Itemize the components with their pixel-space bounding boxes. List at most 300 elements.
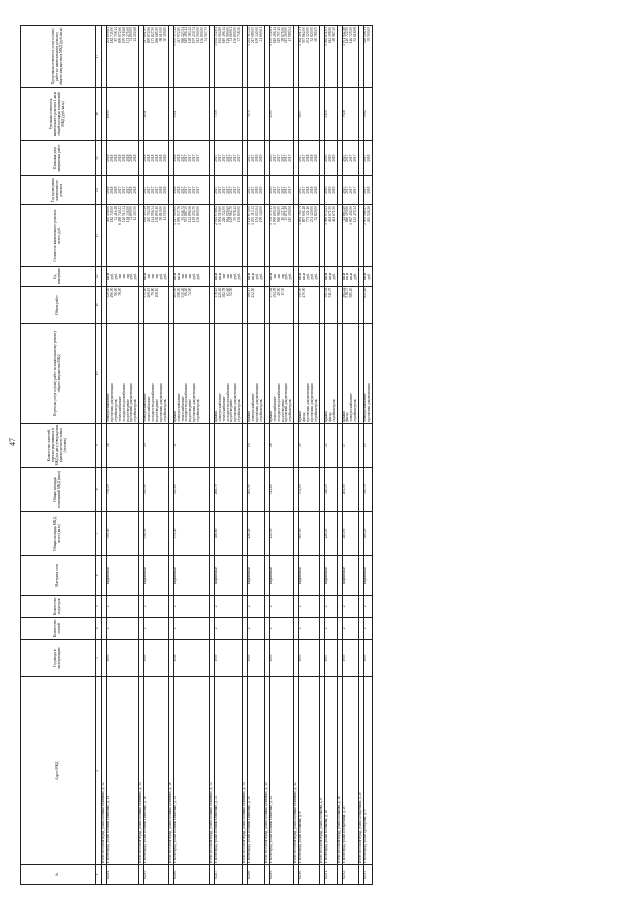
column-number: 3 — [96, 639, 102, 677]
capital-repair-table — [20, 25, 373, 885]
residents — [214, 423, 242, 467]
volumes-line: 518,37 — [345, 287, 350, 298]
column-header: Предельная стоимость услуг и (или) работ по капитальному ремонту общего имущества в МКД (руб./кв.м) — [21, 26, 96, 88]
costs — [324, 204, 337, 266]
column-header: Год ввода в эксплуатацию — [21, 639, 96, 677]
limit-cost-line: 195 518,68 — [121, 27, 126, 44]
wall-material: кирпичные — [214, 556, 242, 596]
area-rooms: 345,80 — [173, 467, 209, 511]
column-header: Материал стен — [21, 556, 96, 596]
units-line: кв.м — [172, 272, 177, 280]
row-number: 64.84. — [107, 865, 139, 885]
repair-years — [269, 176, 293, 205]
volumes — [342, 286, 359, 324]
completion-dates-line: 2018 — [306, 154, 311, 162]
year-built: 1955 — [364, 639, 373, 677]
area-rooms: 378,20 — [107, 467, 139, 511]
limit-cost — [269, 26, 293, 88]
table-row — [299, 26, 320, 885]
completion-dates-line: 2018 — [121, 154, 126, 162]
units-line: руб. — [158, 273, 163, 280]
costs-line: 560 982,05 — [276, 205, 281, 223]
completion-dates-line: 2017 — [341, 154, 346, 162]
volumes-line: 469,67 — [147, 287, 152, 298]
costs-line: 1 253 313,32 — [251, 205, 256, 225]
works — [324, 324, 337, 423]
table-row — [107, 26, 139, 885]
works-line: электроснабжение — [363, 393, 368, 422]
limit-cost — [173, 26, 209, 88]
table-row — [214, 26, 242, 885]
works-line: крыша — [213, 411, 218, 422]
residents: 17 — [342, 423, 359, 467]
costs-line: 1 120 675,00 — [247, 205, 252, 225]
address: г. Волгоград, ул.им Полины Осипенко, д. 14 — [107, 677, 139, 865]
repair-years-line: 2017 — [151, 186, 156, 194]
repair-years-line: 2019 — [331, 186, 336, 194]
limit-cost-line: 47 989,54 — [288, 27, 293, 42]
volumes — [269, 286, 293, 324]
row-number: 64.91. — [324, 865, 337, 885]
column-header: Количество жителей, зарегистрированных в МКД на дату утверждения краткосрочного плана (человек) — [21, 423, 96, 467]
completion-dates-line: 2017 — [251, 154, 256, 162]
units-line: кв.м — [268, 272, 273, 280]
completion-dates-line: 2019 — [258, 154, 263, 162]
costs — [299, 204, 320, 266]
units-line: кв.м — [143, 272, 148, 280]
costs-line: 93 978,42 — [233, 205, 238, 221]
limit-cost-line: 112 500,00 — [196, 27, 201, 44]
limit-cost-line: 699 872,66 — [117, 27, 122, 44]
costs-line: 2 003 566,47 — [363, 205, 368, 225]
column-number: 17 — [96, 26, 102, 88]
repair-years-line: 2019 — [258, 186, 263, 194]
residents: 31 — [173, 423, 209, 467]
column-number: 12 — [96, 266, 102, 286]
subtotal-label: Итого по г.Волгоград, ул.им Полины Осипенко, д. 40 — [264, 677, 269, 865]
volumes-line: 585,20 — [349, 287, 354, 298]
works-line: фасад — [345, 412, 350, 422]
limit-cost-line: 197 430,74 — [192, 27, 197, 44]
residents: 22 — [324, 423, 337, 467]
volumes-line: 390,00 — [298, 287, 303, 298]
unit-cost: 7092 — [364, 87, 373, 140]
volumes-line: 108,10 — [154, 287, 159, 298]
costs-line: 93 046,72 — [180, 205, 185, 221]
repair-years-line: 2018 — [309, 186, 314, 194]
subtotal-label: Итого по г.Волгоград, ул.им Поскребина, д. 20 — [359, 677, 364, 865]
volumes-line: 96,00 — [113, 287, 118, 296]
limit-cost-line: 1 195 332,61 — [268, 27, 273, 46]
units-line: пм — [184, 274, 189, 279]
year-built: 1959 — [299, 639, 320, 677]
volumes-line: 382,78 — [221, 287, 226, 298]
column-header: Плановая дата завершения работ — [21, 140, 96, 175]
area-total: 426,20 — [324, 511, 337, 555]
unit-cost: 5150 — [324, 87, 337, 140]
repair-years-line: 2017 — [154, 186, 159, 194]
works-line: водоотведение — [125, 399, 130, 422]
volumes — [144, 286, 168, 324]
repair-years-line: 2018 — [106, 186, 110, 194]
works-line: стройконтроль — [113, 398, 118, 422]
costs-line: 184 453,49 — [143, 205, 148, 223]
completion-dates-line: 2017 — [188, 154, 193, 162]
limit-cost-line: 146 725,00 — [349, 27, 354, 44]
costs-line: 182 745,00 — [109, 205, 114, 223]
limit-cost-line: 30 109,85 — [162, 27, 167, 42]
subtotal-label: Итого по г.Волгоград, ул.им Полины Осипенко, д. 42 — [294, 677, 299, 865]
units — [364, 266, 373, 286]
units — [173, 266, 209, 286]
completion-dates-line: 2017 — [272, 154, 277, 162]
repair-years — [342, 176, 359, 205]
row-number: 64.92. — [342, 865, 359, 885]
area-total: 389,20 — [364, 511, 373, 555]
column-number: 14 — [96, 176, 102, 205]
units-line: пм — [147, 274, 152, 279]
unit-cost: 7928 — [342, 87, 359, 140]
repair-years-line: 2018 — [158, 186, 163, 194]
volumes-line: 63,60 — [225, 287, 230, 296]
year-built: 1959 — [214, 639, 242, 677]
costs-line: 461 671,50 — [331, 205, 336, 223]
limit-cost-line: 39 500,00 — [367, 27, 372, 42]
costs-line: 129 252,70 — [192, 205, 197, 223]
units — [107, 266, 139, 286]
units-line: руб. — [367, 273, 372, 280]
column-header: Перечень услуг и (или) работ по капитальному ремонту общего имущества МКД — [21, 324, 96, 423]
units-line: кв.м — [341, 272, 346, 280]
year-built: 1959 — [248, 639, 265, 677]
limit-cost — [299, 26, 320, 88]
works-line: теплоснабжение — [221, 396, 226, 422]
limit-cost-line: 173 827,50 — [151, 27, 156, 44]
area-total: 571,40 — [173, 511, 209, 555]
wall-material: кирпичные — [107, 556, 139, 596]
completion-dates-line: 2018 — [154, 154, 159, 162]
limit-cost-line: 53 618,08 — [353, 27, 358, 42]
volumes-line: 49,50 — [276, 287, 281, 296]
unit-cost: 5657 — [299, 87, 320, 140]
limit-cost-line: 699 872,66 — [147, 27, 152, 44]
repair-years-line: 2017 — [221, 186, 226, 194]
column-number: 10 — [96, 324, 102, 423]
limit-cost-line: 87 708,14 — [113, 27, 118, 42]
repair-years-line: 2017 — [192, 186, 197, 194]
completion-dates — [342, 140, 359, 175]
limit-cost-line: 1 362 491,31 — [298, 27, 303, 46]
entrances: 2 — [324, 595, 337, 617]
completion-dates-line: 2017 — [345, 154, 350, 162]
works-line: водоотведение — [229, 399, 234, 422]
units-line: кв.м — [298, 272, 303, 280]
floors: 2 — [364, 617, 373, 639]
completion-dates-line: 2019 — [323, 154, 328, 162]
works-line: водоотведение — [280, 399, 285, 422]
completion-dates-line: 2017 — [217, 154, 222, 162]
completion-dates — [144, 140, 168, 175]
limit-cost-line: 99 875,00 — [280, 27, 285, 42]
works-line: крыша — [323, 411, 328, 422]
units-line: руб. — [233, 273, 238, 280]
column-number: 13 — [96, 204, 102, 266]
volumes-line: 74,00 — [188, 287, 193, 296]
address: г. Волгоград, ул.им Полины Осипенко, д. 42 — [269, 677, 293, 865]
costs-line: 138 336,00 — [125, 205, 130, 223]
repair-years-line: 2018 — [172, 186, 177, 194]
address: г. Волгоград, ул.им Полины Осипенко, д. 40 — [248, 677, 265, 865]
limit-cost-line: 136 800,00 — [200, 27, 205, 44]
works — [342, 324, 359, 423]
limit-cost-line: 171 275,00 — [125, 27, 130, 44]
repair-years-line: 2019 — [268, 186, 273, 194]
repair-years-line: 2017 — [188, 186, 193, 194]
repair-years — [324, 176, 337, 205]
limit-cost-line: 266 685,50 — [154, 27, 159, 44]
units-line: пм — [188, 274, 193, 279]
volumes — [107, 286, 139, 324]
costs — [107, 204, 139, 266]
area-total: 426,40 — [248, 511, 265, 555]
units-line: пм — [229, 274, 234, 279]
volumes — [324, 286, 337, 324]
costs-line: 12 103,50 — [133, 205, 138, 221]
works-line: стройконтроль — [288, 398, 293, 422]
limit-cost-line: 140 722,50 — [345, 27, 350, 44]
column-number: 7 — [96, 511, 102, 555]
repair-years-line: 2018 — [313, 186, 318, 194]
volumes — [364, 286, 373, 324]
year-built: 1955 — [342, 639, 359, 677]
volumes-line: 17,30 — [280, 287, 285, 296]
unit-cost: 19097 — [107, 87, 139, 140]
costs — [269, 204, 293, 266]
volumes — [173, 286, 209, 324]
row-number: 64.88. — [248, 865, 265, 885]
completion-dates-line: 2017 — [233, 154, 238, 162]
limit-cost — [364, 26, 373, 88]
subtotal-label: Итого по г.Волгоград, ул.им Полины Осипенко, д. 16 — [168, 677, 173, 865]
works — [269, 324, 293, 423]
units-line: кв.м — [247, 272, 252, 280]
works — [248, 324, 265, 423]
entrances: 2 — [214, 595, 242, 617]
works-line: стройконтроль — [313, 398, 318, 422]
costs-line: 263 526,26 — [367, 205, 372, 223]
works-line: проектная документация — [109, 383, 114, 422]
entrances: 2 — [144, 595, 168, 617]
units-line: кв.м — [176, 272, 181, 280]
units-line: руб. — [284, 273, 289, 280]
area-rooms: 310,70 — [364, 467, 373, 511]
units-line: пм — [280, 274, 285, 279]
repair-years-line: 2017 — [213, 186, 218, 194]
completion-dates-line: 2017 — [213, 154, 218, 162]
costs-line: 771 321,16 — [306, 205, 311, 223]
costs-line: 52 820,00 — [313, 205, 318, 221]
page-number: 47 — [8, 438, 17, 446]
table-row — [364, 26, 373, 885]
works-line: водоотведение — [154, 399, 159, 422]
units-line: руб. — [313, 273, 318, 280]
costs-line: 122 896,56 — [188, 205, 193, 223]
subtotal-label: Итого по г.Волгоград, ул.им Полины Осипенко, д. 32 — [209, 677, 214, 865]
limit-cost-line: 21 660,61 — [258, 27, 263, 42]
area-rooms: 268,70 — [214, 467, 242, 511]
costs-line: 129 962,70 — [229, 205, 234, 223]
costs-line: 154 023,04 — [255, 205, 259, 223]
completion-dates — [107, 140, 139, 175]
residents: 26 — [269, 423, 293, 467]
floors: 2 — [144, 617, 168, 639]
costs-line: 41 883,49 — [341, 205, 346, 221]
works-line: крыша — [298, 411, 303, 422]
repair-years-line: 2017 — [217, 186, 222, 194]
costs — [173, 204, 209, 266]
column-number: 6 — [96, 556, 102, 596]
table-row — [269, 26, 293, 885]
volumes-line: 470,00 — [302, 287, 307, 298]
table-row — [173, 26, 209, 885]
volumes-line: 425,40 — [217, 287, 222, 298]
header-row — [21, 26, 96, 885]
repair-years-line: 2017 — [180, 186, 185, 194]
completion-dates-line: 2018 — [309, 154, 314, 162]
subtotal-label: Итого по г.Волгоград, ул.им Полины Осипенко, д. 34 — [243, 677, 248, 865]
completion-dates-line: 2018 — [125, 154, 130, 162]
limit-cost-line: 1 253 313,32 — [247, 27, 252, 46]
completion-dates — [324, 140, 337, 175]
units-line: руб. — [288, 273, 293, 280]
repair-years-line: 2017 — [276, 186, 281, 194]
completion-dates-line: 2017 — [225, 154, 230, 162]
works-line: проектная документация — [284, 383, 289, 422]
units — [269, 266, 293, 286]
completion-dates-line: 2017 — [221, 154, 226, 162]
repair-years-line: 2019 — [327, 186, 332, 194]
units — [144, 266, 168, 286]
completion-dates-line: 2017 — [276, 154, 281, 162]
limit-cost-line: 34 567,73 — [203, 27, 208, 42]
completion-dates-line: 2017 — [184, 154, 189, 162]
completion-dates-line: 2018 — [147, 154, 152, 162]
repair-years-line: 2017 — [125, 186, 130, 194]
units — [324, 266, 337, 286]
repair-years-line: 2017 — [233, 186, 238, 194]
completion-dates-line: 2019 — [268, 154, 273, 162]
limit-cost-line: 119 797,45 — [276, 27, 281, 44]
works-line: крыша — [172, 411, 177, 422]
completion-dates-line: 2018 — [113, 154, 118, 162]
volumes — [299, 286, 320, 324]
works-line: фасад — [327, 412, 332, 422]
costs-line: 564 929,65 — [225, 205, 230, 223]
limit-cost-line: 162 064,89 — [217, 27, 222, 44]
works-line: теплоснабжение — [147, 396, 152, 422]
limit-cost-line: 98 610,00 — [158, 27, 163, 42]
completion-dates-line: 2017 — [237, 154, 242, 162]
works-line: стройконтроль — [162, 398, 167, 422]
repair-years-line: 2018 — [113, 186, 118, 194]
units-line: кв.м — [323, 272, 328, 280]
limit-cost-line: 1 070 373,12 — [172, 27, 177, 46]
costs — [248, 204, 265, 266]
completion-dates-line: 2017 — [353, 154, 358, 162]
area-total: 600,00 — [299, 511, 320, 555]
limit-cost-line: 217 691,97 — [143, 27, 148, 44]
column-header: Количество подъездов — [21, 595, 96, 617]
units-line: руб. — [162, 273, 167, 280]
repair-years-line: 2017 — [121, 186, 126, 194]
repair-years-line: 2018 — [367, 186, 372, 194]
repair-years-line: 2017 — [117, 186, 122, 194]
area-total: 529,40 — [107, 511, 139, 555]
limit-cost-line: 619 496,14 — [221, 27, 226, 44]
units — [342, 266, 359, 286]
repair-years-line: 2017 — [143, 186, 148, 194]
limit-cost-line: 1 064 631,01 — [323, 27, 328, 46]
column-header: Стоимость капитального ремонта, всего, руб. — [21, 204, 96, 266]
address: г. Волгоград, ул.им Полякова, д. 6 — [299, 677, 320, 865]
works-line: проектная документация — [306, 383, 311, 422]
costs-line: 1 067 492,00 — [349, 205, 354, 225]
works-line: проектная документация — [129, 383, 134, 422]
works-line: электроснабжение — [217, 393, 222, 422]
repair-years-line: 2017 — [349, 186, 354, 194]
limit-cost — [107, 26, 139, 88]
floors: 2 — [324, 617, 337, 639]
row-number: 64.90. — [299, 865, 320, 885]
units-line: кв.м — [349, 272, 354, 280]
repair-years — [299, 176, 320, 205]
volumes-line: 335,40 — [180, 287, 185, 298]
limit-cost-line: 69 987,45 — [331, 27, 336, 42]
works-line: электроснабжение — [251, 393, 256, 422]
costs-line: 1 217 920,00 — [172, 205, 177, 225]
costs-line: 138 859,10 — [154, 205, 159, 223]
column-header: Количество этажей — [21, 617, 96, 639]
unit-cost: 3521 — [173, 87, 209, 140]
wall-material: кирпичные — [269, 556, 293, 596]
limit-cost — [248, 26, 265, 88]
column-number: 8 — [96, 467, 102, 511]
works-line: холодное водоснабжение — [225, 383, 230, 422]
works — [364, 324, 373, 423]
area-rooms: 314,80 — [269, 467, 293, 511]
completion-dates-line: 2017 — [298, 154, 303, 162]
costs-line: 231 120,00 — [309, 205, 314, 223]
costs-line: 553 887,30 — [184, 205, 189, 223]
unit-cost: 7719 — [214, 87, 242, 140]
limit-cost-line: 619 496,14 — [272, 27, 277, 44]
column-number: 16 — [96, 87, 102, 140]
limit-cost-line: 217 089,05 — [251, 27, 256, 44]
column-header: Год проведения капитального ремонта — [21, 176, 96, 205]
repair-years-line: 2017 — [302, 186, 307, 194]
limit-cost-line: 619 496,14 — [184, 27, 189, 44]
units-line: кв.м — [327, 272, 332, 280]
costs-line: 1 378 170,13 — [268, 205, 273, 225]
limit-cost-line: 560 223,54 — [180, 27, 185, 44]
wall-material: кирпичные — [248, 556, 265, 596]
works-line: крыша — [341, 411, 346, 422]
volumes — [248, 286, 265, 324]
costs-line: 59 810,00 — [158, 205, 163, 221]
repair-years-line: 2018 — [109, 186, 114, 194]
column-number: 11 — [96, 286, 102, 324]
volumes-line: 496,00 — [109, 287, 114, 298]
